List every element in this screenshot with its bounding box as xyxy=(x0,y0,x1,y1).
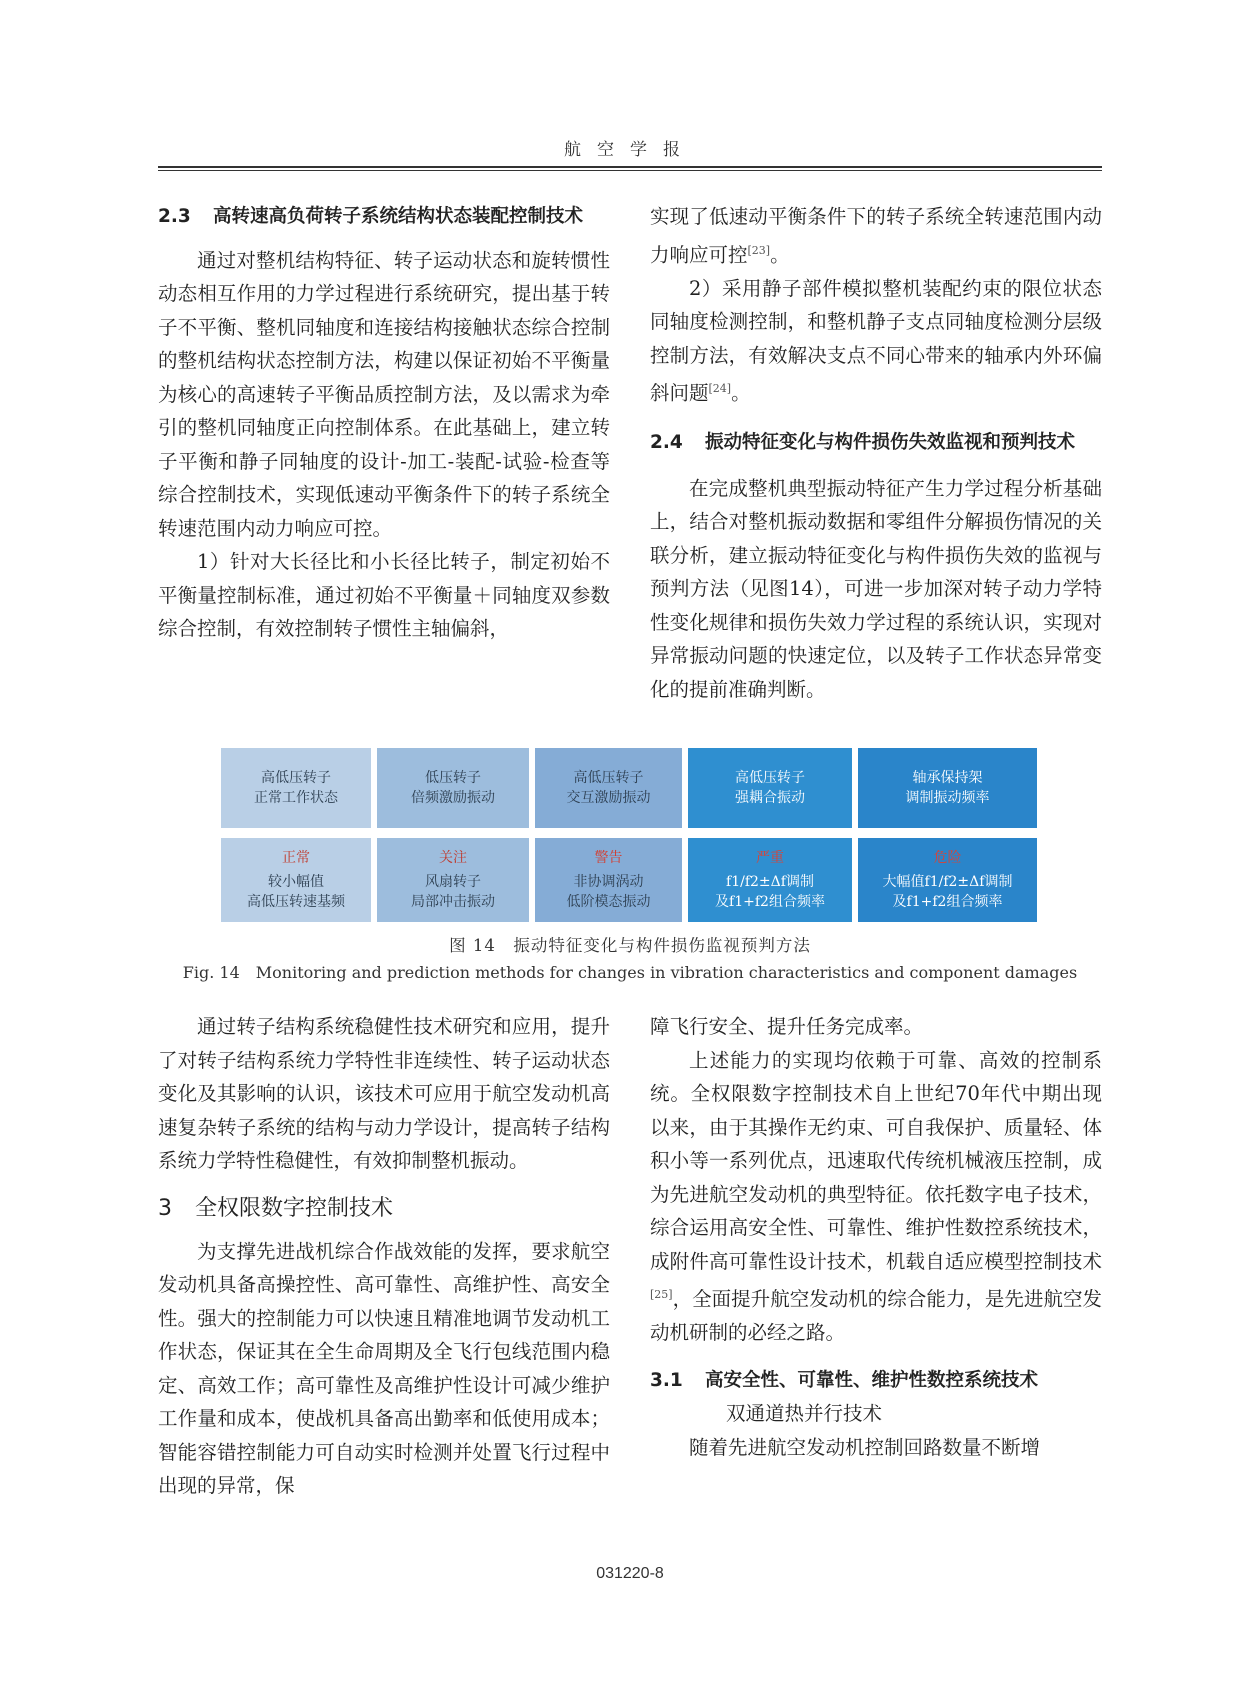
subsection-heading-3-1-1: 双通道热并行技术 xyxy=(726,1402,883,1425)
severity-level-label: 警告 xyxy=(594,850,623,866)
severity-level-label: 关注 xyxy=(439,850,467,866)
state-cell xyxy=(858,748,1037,828)
cell-text-line: 非协调涡动 xyxy=(573,874,644,890)
cell-text-line: 强耦合振动 xyxy=(735,790,805,806)
section-number: 3.1 xyxy=(650,1369,683,1391)
header-rule-thin xyxy=(158,170,1102,171)
section-heading-3 xyxy=(158,1192,610,1225)
section-number: 2.3 xyxy=(158,206,191,227)
cell-text-line: 及f1+f2组合频率 xyxy=(715,894,825,910)
cell-text-line: 风扇转子 xyxy=(425,874,481,890)
cell-text-line: 轴承保持架 xyxy=(912,770,983,786)
cell-text-line: 高低压转子 xyxy=(261,770,331,786)
state-cell xyxy=(688,748,852,828)
right-column-top xyxy=(650,200,1102,706)
page-number: 031220-8 xyxy=(596,1565,664,1582)
cell-text-line: 低阶模态振动 xyxy=(566,894,651,910)
paragraph: 为支撑先进战机综合作战效能的发挥，要求航空发动机具备高操控性、高可靠性、高维护性、高安全性。强大的控制能力可以快速且精准地调节发动机工作状态，保证其在全生命周期及全飞行包线范围内稳定、高效工作；高可靠性及高维护性设计可减少维护工作量和成本，使战机具备高出勤率和低使用成本；智能容错控制能力可自动实时检测并处置飞行过程中出现的异常，保 xyxy=(158,1239,610,1497)
section-heading-2-4 xyxy=(650,426,1102,460)
section-heading-2-3 xyxy=(158,200,610,234)
paragraph: 1）针对大长径比和小长径比转子，制定初始不平衡量控制标准，通过初始不平衡量＋同轴度双参数综合控制，有效控制转子惯性主轴偏斜， xyxy=(158,550,610,640)
cell-text-line: f1/f2±Δf调制 xyxy=(726,874,814,890)
journal-header: 航空学报 xyxy=(564,140,696,160)
severity-cell xyxy=(858,838,1037,922)
section-title: 高安全性、可靠性、维护性数控系统技术 xyxy=(705,1369,1039,1391)
paragraph: 上述能力的实现均依赖于可靠、高效的控制系统。全权限数字控制技术自上世纪70年代中期出现以来，由于其操作无约束、可自我保护、质量轻、体积小等一系列优点，迅速取代传统机械液压控制，成为先进航空发动机的典型特征。依托数字电子技术，综合运用高安全性、可靠性、维护性数控系统技术，成附件高可靠性设计技术，机载自适应模型控制技术[25]，全面提升航空发动机的综合能力，是先进航空发动机研制的必经之路。 xyxy=(650,1048,1102,1344)
section-number: 2.4 xyxy=(650,432,683,453)
section-title: 全权限数字控制技术 xyxy=(195,1195,394,1221)
left-column-bottom xyxy=(158,1010,610,1503)
severity-cell xyxy=(688,838,852,922)
state-cell xyxy=(377,748,529,828)
paragraph: 通过对整机结构特征、转子运动状态和旋转惯性动态相互作用的力学过程进行系统研究，提出基于转子不平衡、整机同轴度和连接结构接触状态综合控制的整机结构状态控制方法，构建以保证初始不平衡量为核心的高速转子平衡品质控制方法，及以需求为牵引的整机同轴度正向控制体系。在此基础上，建立转子平衡和静子同轴度的设计-加工-装配-试验-检查等综合控制技术，实现低速动平衡条件下的转子系统全转速范围内动力响应可控。 xyxy=(158,248,610,540)
section-number: 3 xyxy=(158,1195,172,1221)
citation[interactable]: [25] xyxy=(650,1288,673,1301)
paragraph: 随着先进航空发动机控制回路数量不断增 xyxy=(689,1435,1041,1459)
right-column-bottom xyxy=(650,1010,1102,1464)
cell-text-line: 交互激励振动 xyxy=(566,790,651,806)
state-cell xyxy=(535,748,682,828)
cell-text-line: 调制振动频率 xyxy=(905,790,990,806)
cell-text-line: 局部冲击振动 xyxy=(411,894,495,910)
cell-text-line: 高低压转速基频 xyxy=(247,894,345,910)
citation[interactable]: [23] xyxy=(747,243,771,257)
state-cell xyxy=(221,748,371,828)
cell-text-line: 及f1+f2组合频率 xyxy=(892,894,1003,910)
figure-caption-en: Fig. 14 Monitoring and prediction methods for changes in vibration characteristics and component damages xyxy=(182,963,1078,982)
section-title: 高转速高负荷转子系统结构状态装配控制技术 xyxy=(213,206,584,227)
severity-cell xyxy=(535,838,682,922)
paragraph: 通过转子结构系统稳健性技术研究和应用，提升了对转子结构系统力学特性非连续性、转子运动状态变化及其影响的认识，该技术可应用于航空发动机高速复杂转子系统的结构与动力学设计，提高转子结构系统力学特性稳健性，有效抑制整机振动。 xyxy=(158,1015,610,1172)
left-column-top xyxy=(158,200,610,646)
cell-text-line: 较小幅值 xyxy=(268,874,324,890)
cell-text-line: 倍频激励振动 xyxy=(411,790,495,806)
paragraph: 在完成整机典型振动特征产生力学过程分析基础上，结合对整机振动数据和零组件分解损伤情况的关联分析，建立振动特征变化与构件损伤失效的监视与预判方法（见图14），可进一步加深对转子动力学特性变化规律和损伤失效力学过程的系统认识，实现对异常振动问题的快速定位，以及转子工作状态异常变化的提前准确判断。 xyxy=(650,476,1102,701)
cell-text-line: 低压转子 xyxy=(425,770,481,786)
section-heading-3-1 xyxy=(650,1364,1102,1398)
severity-level-label: 严重 xyxy=(756,850,784,866)
paragraph: 障飞行安全、提升任务完成率。 xyxy=(650,1015,924,1038)
cell-text-line: 大幅值f1/f2±Δf调制 xyxy=(882,874,1013,890)
severity-cell xyxy=(221,838,371,922)
paragraph: 实现了低速动平衡条件下的转子系统全转速范围内动力响应可控[23]。 xyxy=(650,205,1102,266)
cell-text-line: 高低压转子 xyxy=(735,770,805,786)
cell-text-line: 高低压转子 xyxy=(573,770,644,786)
citation[interactable]: [24] xyxy=(708,382,732,395)
figure-14-diagram xyxy=(221,748,1037,922)
severity-level-label: 危险 xyxy=(933,850,962,866)
section-title: 振动特征变化与构件损伤失效监视和预判技术 xyxy=(705,432,1076,453)
cell-text-line: 正常工作状态 xyxy=(254,790,338,806)
severity-cell xyxy=(377,838,529,922)
severity-level-label: 正常 xyxy=(282,850,310,866)
figure-caption-cn: 图 14 振动特征变化与构件损伤监视预判方法 xyxy=(449,936,811,955)
paragraph: 2）采用静子部件模拟整机装配约束的限位状态同轴度检测控制，和整机静子支点同轴度检测分层级控制方法，有效解决支点不同心带来的轴承内外环偏斜问题[24]。 xyxy=(650,276,1102,405)
header-rule-thick xyxy=(158,166,1102,168)
